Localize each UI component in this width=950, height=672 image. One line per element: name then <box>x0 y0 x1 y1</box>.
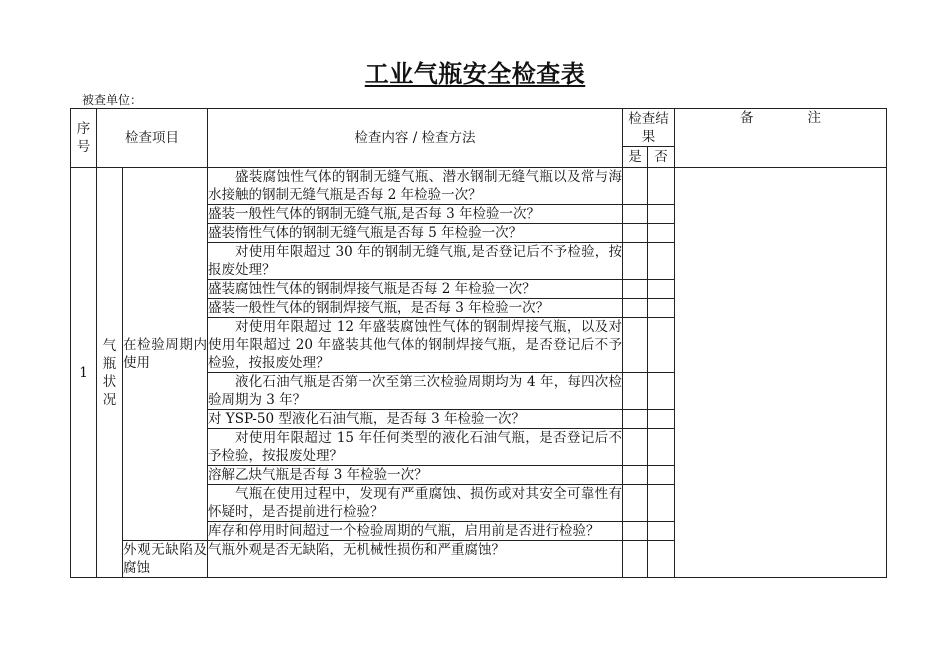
inspection-table <box>70 108 887 578</box>
remarks-cell[interactable] <box>675 168 887 578</box>
check-content-cell: 气瓶外观是否无缺陷，无机械性损伤和严重腐蚀？ <box>208 541 623 578</box>
check-content-cell: 对 YSP-50 型液化石油气瓶，是否每 3 年检验一次？ <box>208 410 623 429</box>
result-no-cell[interactable] <box>648 243 675 280</box>
result-yes-cell[interactable] <box>623 485 648 522</box>
result-no-cell[interactable] <box>648 485 675 522</box>
group-name: 在检验周期内使用 <box>123 168 208 541</box>
result-no-cell[interactable] <box>648 541 675 578</box>
check-content-cell: 溶解乙炔气瓶是否每 3 年检验一次？ <box>208 466 623 485</box>
header-serial-no: 序号 <box>71 109 97 168</box>
check-content-cell: 盛装惰性气体的钢制无缝气瓶是否每 5 年检验一次？ <box>208 224 623 243</box>
section-category: 气瓶状况 <box>97 168 123 578</box>
result-no-cell[interactable] <box>648 318 675 373</box>
check-content-cell: 气瓶在使用过程中，发现有严重腐蚀、损伤或对其安全可靠性有怀疑时，是否提前进行检验？ <box>208 486 622 520</box>
result-yes-cell[interactable] <box>623 541 648 578</box>
check-content-cell: 库存和停用时间超过一个检验周期的气瓶，启用前是否进行检验？ <box>208 522 623 541</box>
result-yes-cell[interactable] <box>623 280 648 299</box>
check-content-cell: 对使用年限超过 30 年的钢制无缝气瓶,是否登记后不予检验，按报废处理？ <box>208 244 622 278</box>
result-yes-cell[interactable] <box>623 168 648 205</box>
check-content-cell: 对使用年限超过 15 年任何类型的液化石油气瓶，是否登记后不予检验，按报废处理？ <box>208 430 622 464</box>
inspected-unit-label: 被查单位： <box>82 93 143 107</box>
header-check-result: 检查结果 <box>623 109 675 147</box>
result-yes-cell[interactable] <box>623 205 648 224</box>
result-yes-cell[interactable] <box>623 243 648 280</box>
result-no-cell[interactable] <box>648 168 675 205</box>
result-yes-cell[interactable] <box>623 522 648 541</box>
header-row <box>71 109 887 147</box>
check-content-cell: 盛装一般性气体的钢制焊接气瓶，是否每 3 年检验一次？ <box>208 299 623 318</box>
result-no-cell[interactable] <box>648 373 675 410</box>
result-no-cell[interactable] <box>648 205 675 224</box>
result-yes-cell[interactable] <box>623 299 648 318</box>
result-yes-cell[interactable] <box>623 224 648 243</box>
result-no-cell[interactable] <box>648 429 675 466</box>
table-row <box>71 168 887 205</box>
result-yes-cell[interactable] <box>623 373 648 410</box>
check-content-cell: 盛装一般性气体的钢制无缝气瓶,是否每 3 年检验一次？ <box>208 205 623 224</box>
result-yes-cell[interactable] <box>623 466 648 485</box>
check-content-cell: 盛装腐蚀性气体的钢制无缝气瓶、潜水钢制无缝气瓶以及常与海水接触的钢制无缝气瓶是否每 2 年检验一次？ <box>208 169 622 203</box>
result-yes-cell[interactable] <box>623 429 648 466</box>
header-remarks: 备 注 <box>675 109 887 168</box>
check-content-cell: 盛装腐蚀性气体的钢制焊接气瓶是否每 2 年检验一次？ <box>208 280 623 299</box>
result-yes-cell[interactable] <box>623 318 648 373</box>
header-result-yes: 是 <box>623 147 648 168</box>
check-content-cell: 液化石油气瓶是否第一次至第三次检验周期均为 4 年，每四次检验周期为 3 年？ <box>208 374 622 408</box>
header-result-no: 否 <box>648 147 675 168</box>
result-no-cell[interactable] <box>648 466 675 485</box>
header-check-content: 检查内容 / 检查方法 <box>208 109 623 168</box>
result-no-cell[interactable] <box>648 299 675 318</box>
result-yes-cell[interactable] <box>623 410 648 429</box>
header-check-item: 检查项目 <box>97 109 208 168</box>
group-name: 外观无缺陷及腐蚀 <box>123 542 207 576</box>
document-title-text: 工业气瓶安全检查表 <box>364 59 586 88</box>
result-no-cell[interactable] <box>648 224 675 243</box>
check-content-cell: 对使用年限超过 12 年盛装腐蚀性气体的钢制焊接气瓶，以及对使用年限超过 20 年盛装其他气体的钢制焊接气瓶，是否登记后不予检验，按报废处理？ <box>208 319 622 371</box>
result-no-cell[interactable] <box>648 522 675 541</box>
result-no-cell[interactable] <box>648 280 675 299</box>
section-serial-no: 1 <box>71 168 97 578</box>
document-title <box>0 58 950 90</box>
result-no-cell[interactable] <box>648 410 675 429</box>
